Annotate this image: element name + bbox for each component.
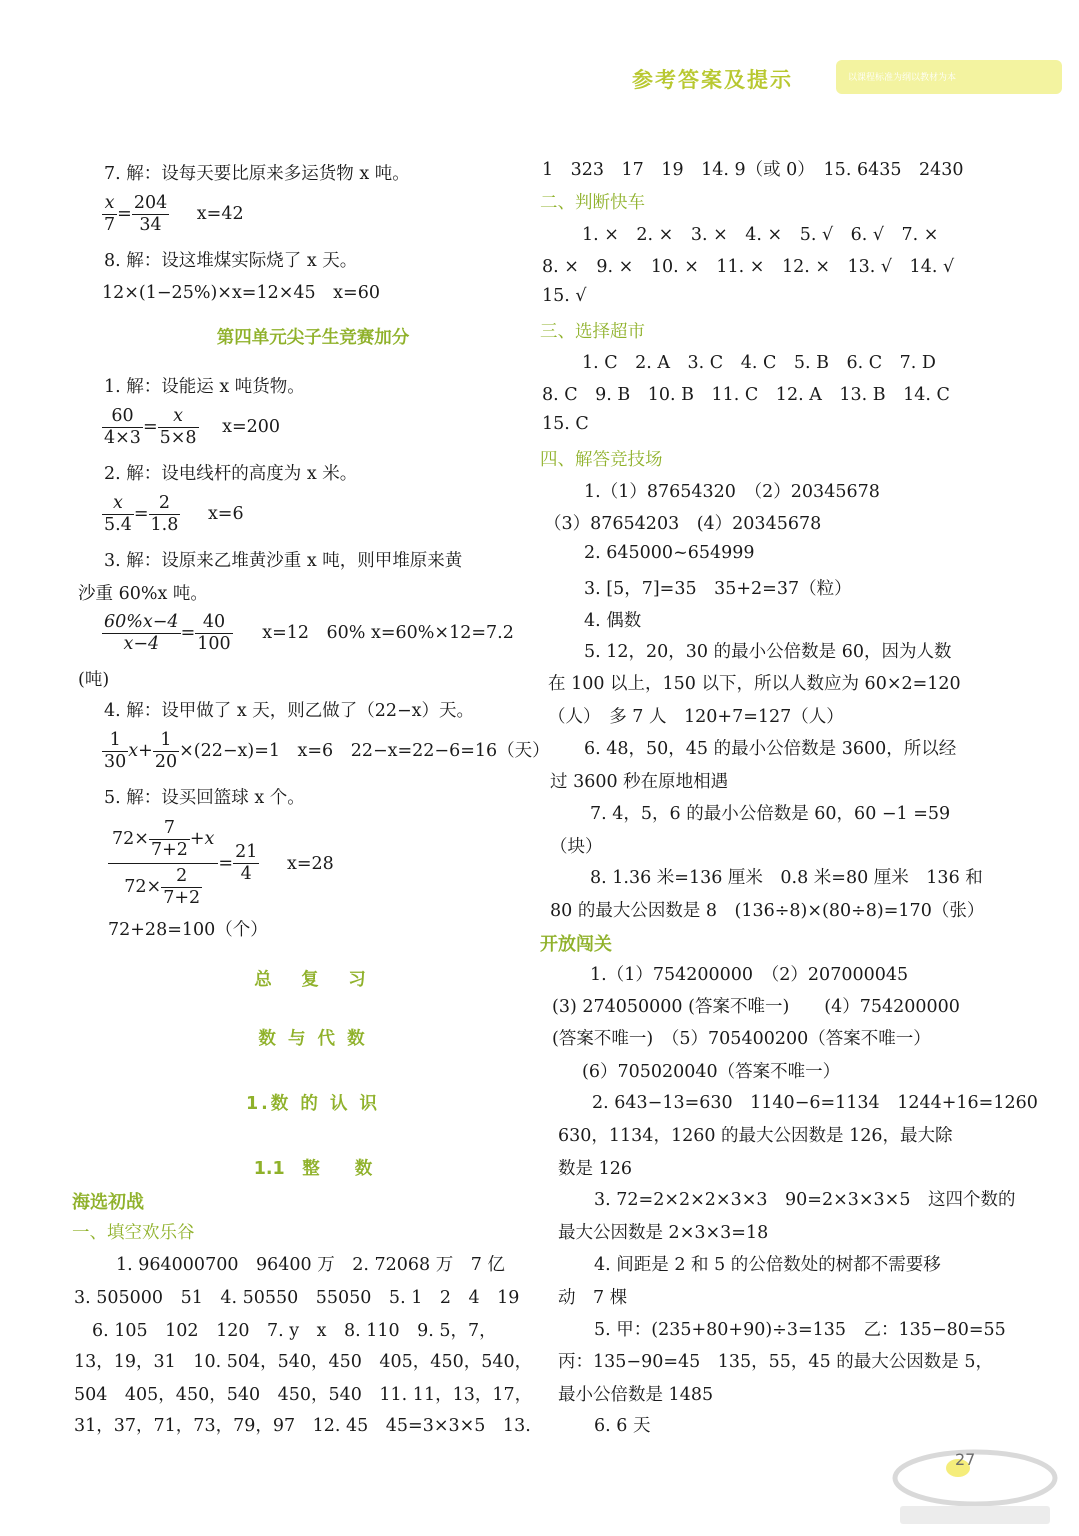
unit4-title: 第四单元尖子生竞赛加分 (216, 328, 410, 348)
u4-equation: $\frac{1}{30}$ x+ $\frac{1}{20}$ ×(22−x)=1 x=6 22−x=22−6=16（天） (104, 730, 550, 772)
fill-line: 504 405，450，540 450，540 11. 11，13，17， (74, 1385, 533, 1405)
haixuan-heading: 海选初战 (72, 1192, 144, 1213)
open-line: 3. 72=2×2×2×3×3 90=2×3×3×5 这四个数的 (594, 1190, 1016, 1210)
answer-line: 5. 12，20，30 的最小公倍数是 60，因为人数 (584, 642, 952, 662)
fill-line: 1. 964000700 96400 万 2. 72068 万 7 亿 (116, 1255, 505, 1275)
chapter-1-title: 1.数 的 认 识 (245, 1094, 381, 1114)
fraction: $\frac{204}{34}$ (133, 193, 168, 235)
open-line: (6）705020040（答案不唯一） (582, 1062, 841, 1082)
answer-line: 4. 偶数 (584, 611, 642, 631)
answer-line: （3）87654203 (4）20345678 (544, 514, 822, 534)
choice-line: 1. C 2. A 3. C 4. C 5. B 6. C 7. D (582, 353, 936, 373)
u2-intro: 2. 解：设电线杆的高度为 x 米。 (104, 464, 358, 484)
page-header-title: 参考答案及提示 (632, 68, 793, 92)
open-line: 动 7 棵 (558, 1288, 628, 1308)
open-line: 6. 6 天 (594, 1416, 651, 1436)
open-line: 5. 甲：(235+80+90)÷3=135 乙：135−80=55 (594, 1320, 1006, 1340)
answer-line: 2. 645000~654999 (584, 543, 755, 563)
answer-line: 80 的最大公因数是 8 (136÷8)×(80÷8)=170（张） (550, 901, 985, 921)
fraction: $\frac{x}{5.4}$ (104, 493, 132, 535)
u3-intro-a: 3. 解：设原来乙堆黄沙重 x 吨，则甲堆原来黄 (104, 551, 463, 571)
fill-line: 3. 505000 51 4. 50550 55050 5. 1 2 4 19 (74, 1288, 520, 1308)
u3-equation: $\frac{60\%x-4}{x-4}$ = $\frac{40}{100}$ x=12 60% x=60%×12=7.2 (104, 612, 514, 654)
judge-line: 8. × 9. × 10. × 11. × 12. × 13. √ 14. √ (542, 257, 955, 277)
open-line: 2. 643−13=630 1140−6=1134 1244+16=1260 (592, 1093, 1038, 1113)
fraction: $\frac{x}{7}$ (104, 193, 116, 235)
fill-continued-line: 1 323 17 19 14. 9（或 0） 15. 6435 2430 (542, 160, 964, 180)
open-line: 丙：135−90=45 135，55，45 的最大公因数是 5， (558, 1352, 993, 1372)
fill-line: 13，19，31 10. 504，540，450 405，450，540， (74, 1352, 533, 1372)
u3-intro-b: 沙重 60%x 吨。 (78, 584, 208, 604)
choice-line: 8. C 9. B 10. B 11. C 12. A 13. B 14. C (542, 385, 950, 405)
left-column (72, 0, 550, 1536)
u1-equation: $\frac{60}{4\times 3}$ = $\frac{x}{5\times 8}$ x=200 (104, 406, 281, 448)
open-line: 1.（1）754200000 （2）207000045 (590, 965, 909, 985)
open-line: 数是 126 (558, 1159, 632, 1179)
answer-line: 3. [5，7]=35 35+2=37（粒） (584, 579, 852, 599)
choice-line: 15. C (542, 414, 589, 434)
q7-equation: $\frac{x}{7}$ = $\frac{204}{34}$ x=42 (104, 193, 244, 235)
judge-section-title: 二、判断快车 (540, 193, 645, 213)
fraction: $\frac{1}{30}$ (104, 730, 127, 772)
u5-answer: 72+28=100（个） (108, 920, 268, 940)
fill-line: 6. 105 102 120 7. y x 8. 110 9. 5，7， (92, 1321, 497, 1341)
fraction: $\frac{x}{5\times 8}$ (159, 406, 197, 448)
answer-line: 1.（1）87654320 （2）20345678 (584, 482, 880, 502)
answer-line: （块） (550, 837, 603, 857)
answer-line: 7. 4，5，6 的最小公倍数是 60，60 −1 =59 (590, 804, 951, 824)
open-line: 最小公倍数是 1485 (558, 1385, 714, 1405)
open-line: 630，1134，1260 的最大公因数是 126，最大除 (558, 1126, 953, 1146)
open-line: (3) 274050000 (答案不唯一) (4）754200000 (552, 997, 960, 1017)
judge-line: 1. × 2. × 3. × 4. × 5. √ 6. √ 7. × (582, 225, 939, 245)
answer-line: 6. 48，50，45 的最小公倍数是 3600，所以经 (584, 739, 957, 759)
fill-line: 31，37，71，73，79，97 12. 45 45=3×3×5 13. (74, 1416, 531, 1436)
judge-line: 15. √ (542, 286, 587, 306)
u5-equation: 72× $\frac{7}{7+2}$ +x 72× $\frac{2}{7+2}$ = $\frac{21}{4}$ x=28 (108, 818, 334, 909)
answer-line: 过 3600 秒在原地相遇 (550, 772, 729, 792)
q8-equation: 12×(1−25%)×x=12×45 x=60 (102, 283, 380, 303)
q7-intro: 7. 解：设每天要比原来多运货物 x 吨。 (104, 164, 410, 184)
open-line: 最大公因数是 2×3×3=18 (558, 1223, 769, 1243)
u3-unit: (吨) (78, 670, 110, 690)
header-bar-text: 以课程标准为纲以教材为本 (848, 73, 957, 83)
open-line: 4. 间距是 2 和 5 的公倍数处的树都不需要移 (594, 1255, 941, 1275)
answer-line: 在 100 以上，150 以下，所以人数应为 60×2=120 (548, 674, 961, 694)
fraction: $\frac{40}{100}$ (197, 612, 231, 654)
fraction: $\frac{2}{1.8}$ (150, 493, 179, 535)
u1-intro: 1. 解：设能运 x 吨货物。 (104, 377, 305, 397)
page-number: 27 (955, 1450, 976, 1469)
open-section-title: 开放闯关 (540, 934, 612, 955)
review-subtitle: 数 与 代 数 (258, 1029, 368, 1049)
u2-equation: $\frac{x}{5.4}$ = $\frac{2}{1.8}$ x=6 (104, 493, 244, 535)
chapter-1-1-title: 1.1 整 数 (253, 1159, 373, 1179)
answer-line: 8. 1.36 米=136 厘米 0.8 米=80 厘米 136 和 (590, 868, 983, 888)
fill-section-title: 一、填空欢乐谷 (72, 1223, 195, 1243)
u4-intro: 4. 解：设甲做了 x 天，则乙做了（22−x）天。 (104, 701, 475, 721)
u5-intro: 5. 解：设买回篮球 x 个。 (104, 788, 305, 808)
fraction: $\frac{60\%x-4}{x-4}$ (104, 612, 179, 654)
right-column (540, 0, 1070, 1536)
answer-section-title: 四、解答竞技场 (540, 450, 663, 470)
fraction: $\frac{60}{4\times 3}$ (104, 406, 141, 448)
review-title: 总 复 习 (254, 970, 372, 990)
fraction: $\frac{1}{20}$ (154, 730, 178, 772)
choice-section-title: 三、选择超市 (540, 322, 645, 342)
q8-intro: 8. 解：设这堆煤实际烧了 x 天。 (104, 251, 358, 271)
open-line: (答案不唯一) （5）705400200（答案不唯一） (552, 1029, 931, 1049)
answer-line: （人） 多 7 人 120+7=127（人） (548, 707, 844, 727)
